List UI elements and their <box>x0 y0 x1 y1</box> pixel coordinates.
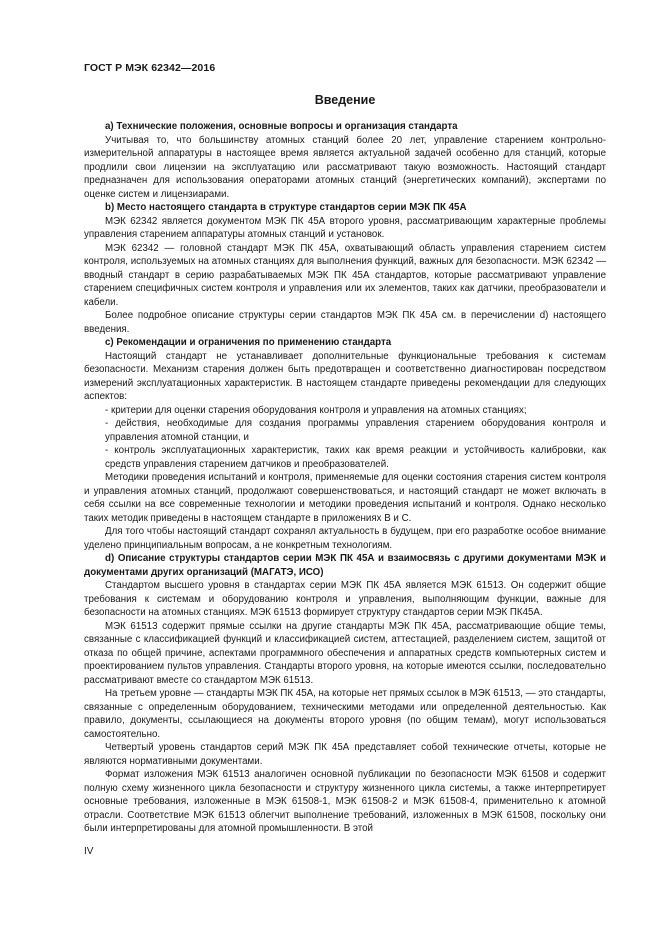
paragraph: Более подробное описание структуры серии стандартов МЭК ПК 45А см. в перечислении d) настоящего введения. <box>84 310 606 335</box>
list-item: - контроль эксплуатационных характеристик, таких как время реакции и устойчивость калибровки, как средств управления старением датчиков и преобразователей. <box>105 445 606 470</box>
page-number: IV <box>84 846 94 857</box>
paragraph: Стандартом высшего уровня в стандартах серии МЭК ПК 45А является МЭК 61513. Он содержит общие требования к системам и оборудованию контроля и управления, выполняющим функции, важные для безопасности на атомных станциях. МЭК 61513 формирует структуру стандартов серии МЭК ПК45А. <box>84 580 606 618</box>
paragraph: МЭК 62342 является документом МЭК ПК 45А второго уровня, рассматривающим характерные проблемы управления старением аппаратуры атомных станций и установок. <box>84 215 606 240</box>
paragraph: Формат изложения МЭК 61513 аналогичен основной публикации по безопасности МЭК 61508 и содержит полную схему жизненного цикла безопасности и структуру жизненного цикла системы, а также интерпретирует основные требования, изложенные в МЭК 61508-1, МЭК 61508-2 и МЭК 61508-4, применительно к атомной отрасли. Соответствие МЭК 61513 облегчит выполнение требований, изложенных в МЭК 61508, поскольку они были интерпретированы для атомной промышленности. В этой <box>84 769 606 834</box>
running-header: ГОСТ Р МЭК 62342—2016 <box>84 62 216 74</box>
subsection-heading-b: b) Место настоящего стандарта в структуре стандартов серии МЭК ПК 45А <box>105 202 467 213</box>
section-title: Введение <box>314 93 376 107</box>
paragraph: Четвертый уровень стандартов серий МЭК ПК 45А представляет собой технические отчеты, которые не являются нормативными документами. <box>84 742 606 767</box>
paragraph: На третьем уровне — стандарты МЭК ПК 45А, на которые нет прямых ссылок в МЭК 61513, — это стандарты, связанные с определенным оборудованием, техническими методами или определенной деятельностью. Как правило, документы, ссылающиеся на документы второго уровня (по общим темам), могут использоваться самостоятельно. <box>84 688 606 740</box>
paragraph: МЭК 62342 — головной стандарт МЭК ПК 45А, охватывающий область управления старением систем контроля, используемых на атомных станциях для выполнения функций, важных для безопасности. МЭК 62342 — вводный стандарт в серию разрабатываемых МЭК ПК 45А стандартов, которые рассматривают управление старением специфичных систем контроля и управления или их элементов, таких как датчики, преобразователи и кабели. <box>84 242 606 308</box>
list-item: - критерии для оценки старения оборудования контроля и управления на атомных станциях; <box>105 404 527 416</box>
subsection-heading-c: с) Рекомендации и ограничения по применению стандарта <box>105 337 392 348</box>
paragraph: МЭК 61513 содержит прямые ссылки на другие стандарты МЭК ПК 45А, рассматривающие общие темы, связанные с классификацией функций и классификацией систем, аттестацией, разделением систем, защитой от отказа по общей причине, аспектами программного обеспечения и аппаратных средств компьютерных систем и проектированием пультов управления. Стандарты второго уровня, на которые имеются ссылки, последовательно рассматривают вместе со стандартом МЭК 61513. <box>84 620 606 686</box>
body-text <box>84 120 606 836</box>
paragraph: Для того чтобы настоящий стандарт сохранял актуальность в будущем, при его разработке особое внимание уделено принципиальным вопросам, а не конкретным технологиям. <box>84 526 606 551</box>
subsection-heading-d: d) Описание структуры стандартов серии МЭК ПК 45А и взаимосвязь с другими документами МЭК и документами других организаций (МАГАТЭ, ИСО) <box>84 553 606 578</box>
list-item: - действия, необходимые для создания программы управления старением оборудования контроля и управления атомной станции, и <box>105 418 606 443</box>
subsection-heading-a: а) Технические положения, основные вопросы и организация стандарта <box>105 121 458 132</box>
paragraph: Учитывая то, что большинству атомных станций более 20 лет, управление старением контрольно-измерительной аппаратуры в настоящее время является актуальной задачей особенно для станций, которые продлили свои лицензии на эксплуатацию или рассматривают такую возможность. Настоящий стандарт предназначен для использования операторами атомных станций (энергетических компаний), экспертами по оценке систем и лицензиарами. <box>84 134 606 200</box>
paragraph: Настоящий стандарт не устанавливает дополнительные функциональные требования к системам безопасности. Механизм старения должен быть предотвращен и соответственно диагностирован посредством измерений эксплуатационных характеристик. В настоящем стандарте приведены рекомендации для следующих аспектов: <box>84 350 606 402</box>
paragraph: Методики проведения испытаний и контроля, применяемые для оценки состояния старения систем контроля и управления атомных станций, продолжают совершенствоваться, и настоящий стандарт не может включать в себя ссылки на все современные технологии и методики проведения испытаний и контроля. Однако несколько таких методик приведены в настоящем стандарте в приложениях В и С. <box>84 472 606 524</box>
